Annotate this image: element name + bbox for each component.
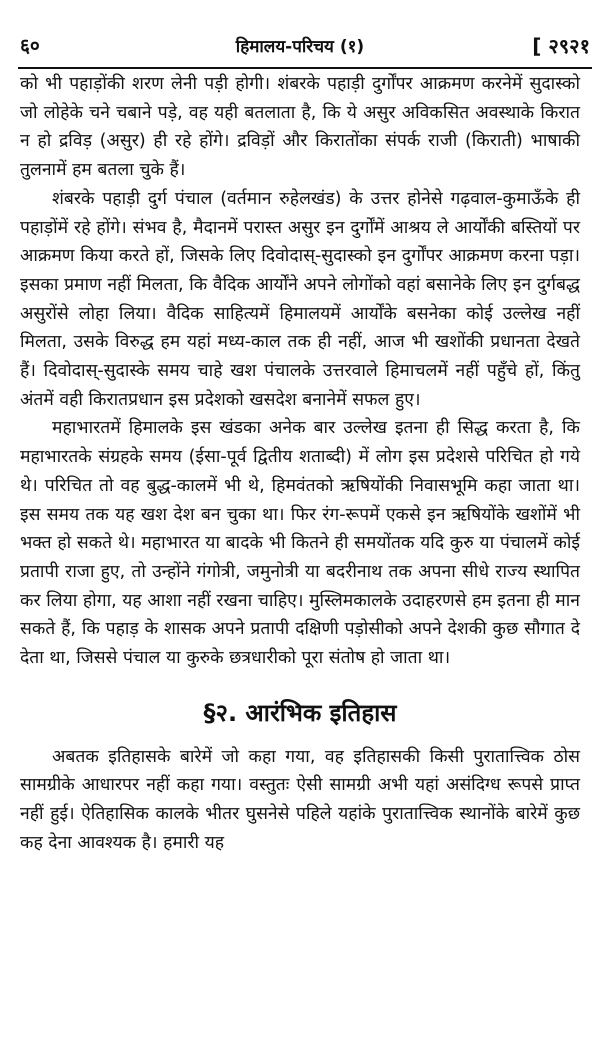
page-number: ६० [20, 35, 40, 57]
section-heading: §२. आरंभिक इतिहास [203, 698, 397, 727]
header-marker: [ २९२१ [532, 34, 590, 58]
paragraph-1: को भी पहाड़ोंकी शरण लेनी पड़ी होगी। शंबरके पहाड़ी दुर्गोंपर आक्रमण करनेमें सुदास्को जो लोहेके चने चबाने पड़े, वह यही बतलाता है, कि ये असुर अविकसित अवस्थाके किरात न हो द्रविड़ (असुर) ही रहे होंगे। द्रविड़ों और किरातोंका संपर्क राजी (किराती) भाषाकी तुलनामें हम बतला चुके हैं। [20, 74, 580, 181]
header-rule [18, 67, 592, 69]
paragraph-3: महाभारतमें हिमालके इस खंडका अनेक बार उल्लेख इतना ही सिद्ध करता है, कि महाभारतके संग्रहके समय (ईसा-पूर्व द्वितीय शताब्दी) में लोग इस प्रदेशसे परिचित हो गये थे। परिचित तो वह बुद्ध-कालमें भी थे, हिमवंतको ऋषियोंकी निवासभूमि कहा जाता था। इस समय तक यह खश देश बन चुका था। फिर रंग-रूपमें एकसे इन ऋषियोंके खशोंमें भी भक्त हो सकते थे। महाभारत या बादके भी कितने ही समयोंतक यदि कुरु या पंचालमें कोई प्रतापी राजा हुए, तो उन्होंने गंगोत्री, जमुनोत्री या बदरीनाथ तक अपना सीधे राज्य स्थापित कर लिया होगा, यह आशा नहीं रखना चाहिए। मुस्लिमकालके उदाहरणसे हम इतना ही मान सकते हैं, कि पहाड़ के शासक अपने प्रतापी दक्षिणी पड़ोसीको अपने देशकी कुछ सौगात दे देता था, जिससे पंचाल या कुरुके छत्रधारीको पूरा संतोष हो जाता था। [20, 418, 580, 669]
body-text [20, 70, 580, 858]
running-title: हिमालय-परिचय (१) [235, 37, 365, 57]
paragraph-2: शंबरके पहाड़ी दुर्ग पंचाल (वर्तमान रुहेलखंड) के उत्तर होनेसे गढ़वाल-कुमाऊँके ही पहाड़ोंमें रहे होंगे। संभव है, मैदानमें परास्त असुर इन दुर्गोंमें आश्रय ले आर्योंकी बस्तियों पर आक्रमण किया करते हों, जिसके लिए दिवोदास्-सुदास्को इन दुर्गोंपर आक्रमण करना पड़ा। इसका प्रमाण नहीं मिलता, कि वैदिक आर्योंने अपने लोगोंको वहां बसानेके लिए इन दुर्गबद्ध असुरोंसे लोहा लिया। वैदिक साहित्यमें हिमालयमें आर्योंके बसनेका कोई उल्लेख नहीं मिलता, उसके विरुद्ध हम यहां मध्य-काल तक ही नहीं, आज भी खशोंकी प्रधानता देखते हैं। दिवोदास्-सुदास्के समय चाहे खश पंचालके उत्तरवाले हिमाचलमें नहीं पहुँचे हों, किंतु अंतमें वही किरातप्रधान इस प्रदेशको खसदेश बनानेमें सफल हुए। [20, 188, 580, 410]
section-paragraph: अबतक इतिहासके बारेमें जो कहा गया, वह इतिहासकी किसी पुरातात्त्विक ठोस सामग्रीके आधारपर नहीं कहा गया। वस्तुतः ऐसी सामग्री अभी यहां असंदिग्ध रूपसे प्राप्त नहीं हुई। ऐतिहासिक कालके भीतर घुसनेसे पहिले यहांके पुरातात्त्विक स्थानोंके बारेमें कुछ कह देना आवश्यक है। हमारी यह [20, 746, 580, 853]
page-header [0, 14, 600, 58]
